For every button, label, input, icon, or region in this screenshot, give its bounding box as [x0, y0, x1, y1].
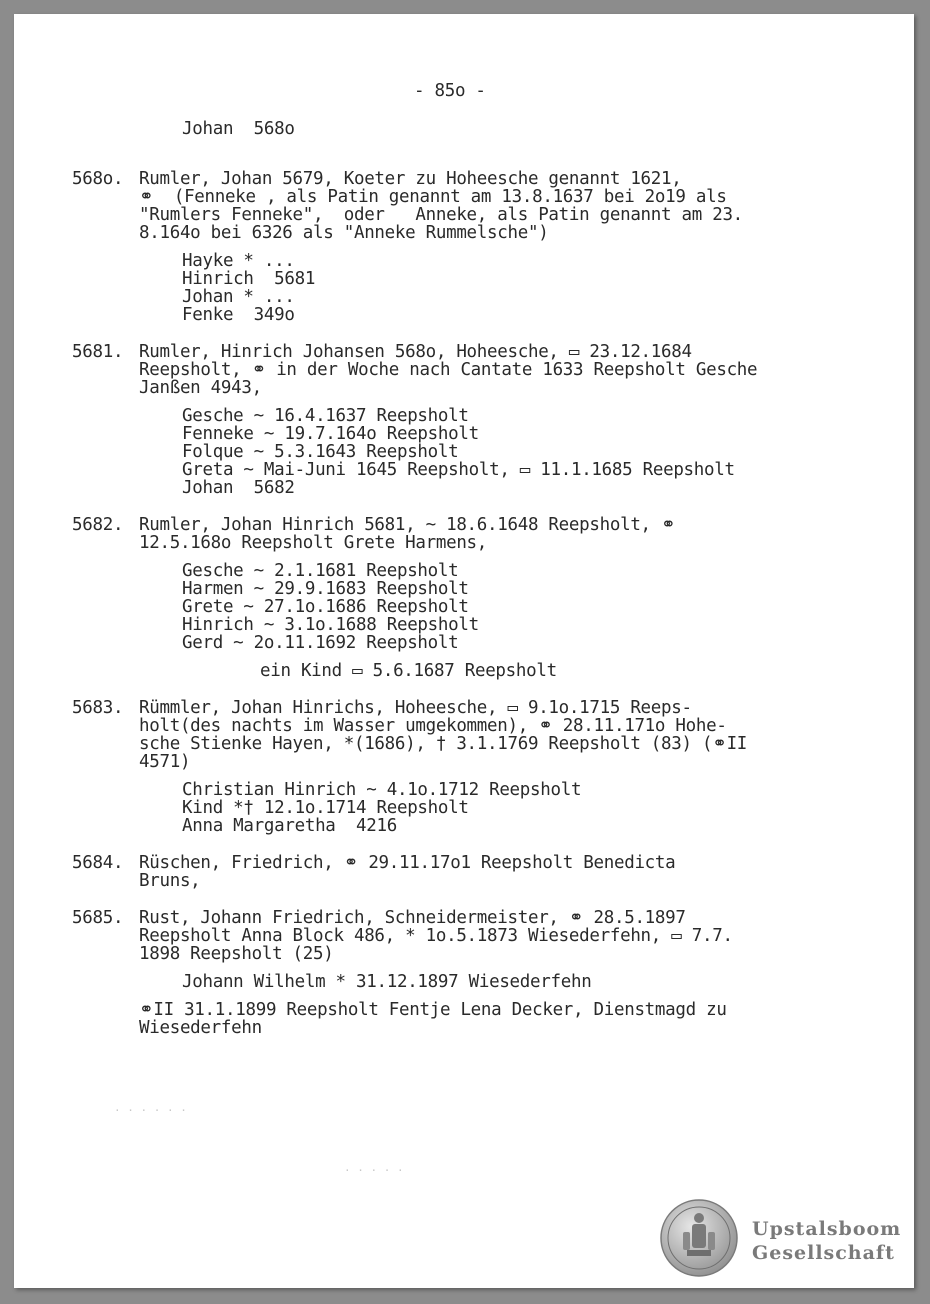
running-head: Johan 568o: [182, 119, 295, 139]
child-line: Kind *† 12.1o.1714 Reepsholt: [182, 798, 469, 818]
entry-number: 5682.: [72, 515, 124, 535]
entry-number: 5685.: [72, 908, 124, 928]
child-line: Harmen ~ 29.9.1683 Reepsholt: [182, 579, 469, 599]
entry-line: Rumler, Johan Hinrich 5681, ~ 18.6.1648 Reepsholt, ⚭: [139, 515, 676, 535]
entry-line: Rust, Johann Friedrich, Schneidermeister, ⚭ 28.5.1897: [139, 908, 686, 928]
marriage-line: Wiesederfehn: [139, 1018, 262, 1038]
entry-line: Reepsholt Anna Block 486, * 1o.5.1873 Wiesederfehn, ▭ 7.7.: [139, 926, 733, 946]
entry-line: sche Stienke Hayen, *(1686), † 3.1.1769 Reepsholt (83) (⚭II: [139, 734, 748, 754]
entry-line: 1898 Reepsholt (25): [139, 944, 334, 964]
child-line: Johan * ...: [182, 287, 295, 307]
logo-line: Gesellschaft: [752, 1242, 895, 1264]
child-line: Fenneke ~ 19.7.164o Reepsholt: [182, 424, 479, 444]
child-line: Hinrich ~ 3.1o.1688 Reepsholt: [182, 615, 479, 635]
child-line: Fenke 349o: [182, 305, 295, 325]
organization-logo: [752, 1217, 901, 1265]
child-line: Anna Margaretha 4216: [182, 816, 397, 836]
scan-noise: · · · · · ·: [114, 1104, 187, 1117]
entry-line: 4571): [139, 752, 191, 772]
child-line: Hayke * ...: [182, 251, 295, 271]
child-line: Johann Wilhelm * 31.12.1897 Wiesederfehn: [182, 972, 592, 992]
scan-noise: · · · · ·: [344, 1164, 404, 1177]
document-page: [14, 14, 914, 1288]
child-line: Folque ~ 5.3.1643 Reepsholt: [182, 442, 459, 462]
entry-line: 8.164o bei 6326 als "Anneke Rummelsche"): [139, 223, 549, 243]
child-line: Grete ~ 27.1o.1686 Reepsholt: [182, 597, 469, 617]
child-line: Hinrich 5681: [182, 269, 316, 289]
entry-line: Rumler, Hinrich Johansen 568o, Hoheesche, ▭ 23.12.1684: [139, 342, 692, 362]
logo-line: Upstalsboom: [752, 1218, 902, 1240]
entry-line: Rumler, Johan 5679, Koeter zu Hoheesche genannt 1621,: [139, 169, 682, 189]
child-line: Johan 5682: [182, 478, 295, 498]
child-line: Gerd ~ 2o.11.1692 Reepsholt: [182, 633, 459, 653]
page-number: - 85o -: [414, 81, 486, 101]
child-line: Gesche ~ 2.1.1681 Reepsholt: [182, 561, 459, 581]
entry-line: Reepsholt, ⚭ in der Woche nach Cantate 1633 Reepsholt Gesche: [139, 360, 758, 380]
entry-number: 5681.: [72, 342, 124, 362]
entry-line: Janßen 4943,: [139, 378, 262, 398]
child-line: Greta ~ Mai-Juni 1645 Reepsholt, ▭ 11.1.1685 Reepsholt: [182, 460, 735, 480]
child-line: Christian Hinrich ~ 4.1o.1712 Reepsholt: [182, 780, 582, 800]
entry-line: "Rumlers Fenneke", oder Anneke, als Patin genannt am 23.: [139, 205, 743, 225]
child-line: Gesche ~ 16.4.1637 Reepsholt: [182, 406, 469, 426]
marriage-line: ⚭II 31.1.1899 Reepsholt Fentje Lena Decker, Dienstmagd zu: [139, 1000, 727, 1020]
entry-number: 568o.: [72, 169, 124, 189]
entry-number: 5684.: [72, 853, 124, 873]
entry-line: 12.5.168o Reepsholt Grete Harmens,: [139, 533, 488, 553]
seal-icon: [659, 1198, 739, 1278]
entry-line: ⚭ (Fenneke , als Patin genannt am 13.8.1637 bei 2o19 als: [139, 187, 727, 207]
entry-line: Bruns,: [139, 871, 201, 891]
entry-line: Rüschen, Friedrich, ⚭ 29.11.17o1 Reepsholt Benedicta: [139, 853, 676, 873]
entry-line: Rümmler, Johan Hinrichs, Hoheesche, ▭ 9.1o.1715 Reeps-: [139, 698, 692, 718]
extra-line: ein Kind ▭ 5.6.1687 Reepsholt: [260, 661, 557, 681]
entry-number: 5683.: [72, 698, 124, 718]
entry-line: holt(des nachts im Wasser umgekommen), ⚭ 28.11.171o Hohe-: [139, 716, 727, 736]
